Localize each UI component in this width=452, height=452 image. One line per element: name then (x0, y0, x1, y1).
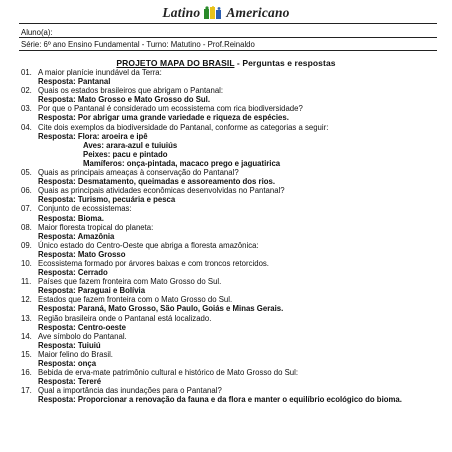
question-number: 11. (21, 277, 32, 287)
question-number: 15. (21, 349, 32, 359)
answer-text: Resposta: Turismo, pecuária e pesca (38, 195, 176, 205)
document-title (0, 58, 452, 68)
question-item (21, 104, 437, 113)
question-item (21, 314, 437, 323)
question-text: Quais os estados brasileiros que abrigam o Pantanal: (38, 86, 224, 96)
answer-text: Resposta: Bioma. (38, 213, 104, 223)
question-number: 02. (21, 86, 32, 96)
answer-text: Resposta: Paraguai e Bolívia (38, 286, 146, 296)
question-number: 04. (21, 122, 32, 132)
question-text: Região brasileira onde o Pantanal está localizado. (38, 313, 212, 323)
question-number: 07. (21, 204, 32, 214)
question-text: Quais as principais atividades econômicas desenvolvidas no Pantanal? (38, 186, 285, 196)
question-text: Ecossistema formado por árvores baixas e com troncos retorcidos. (38, 258, 269, 268)
question-number: 10. (21, 258, 32, 268)
logo-emblem-icon (204, 6, 222, 20)
question-number: 06. (21, 186, 32, 196)
question-text: Ave símbolo do Pantanal. (38, 331, 127, 341)
question-text: A maior planície inundável da Terra: (38, 68, 162, 77)
class-info: Série: 6º ano Ensino Fundamental - Turno: Matutino - Prof.Reinaldo (21, 40, 255, 49)
question-number: 05. (21, 168, 32, 178)
answer-text: Resposta: Por abrigar uma grande variedade e riqueza de espécies. (38, 113, 289, 123)
question-text: Quais as principais ameaças à conservação do Pantanal? (38, 168, 239, 178)
question-item (21, 241, 437, 250)
question-number: 03. (21, 104, 32, 114)
question-item (21, 277, 437, 286)
answer-text: Resposta: Flora: aroeira e ipê (38, 131, 148, 141)
question-number: 09. (21, 240, 32, 250)
question-number: 01. (21, 68, 32, 77)
question-text: Maior felino do Brasil. (38, 349, 113, 359)
question-number: 14. (21, 331, 32, 341)
logo-text-right: Americano (226, 5, 290, 20)
answer-subline: Mamíferos: onça-pintada, macaco prego e jaguatirica (83, 158, 281, 168)
answer-text: Resposta: Desmatamento, queimadas e assoreamento dos rios. (38, 177, 276, 187)
question-item (21, 223, 437, 232)
answer-subline: Peixes: pacu e pintado (83, 149, 168, 159)
answer-subline: Aves: arara-azul e tuiuiús (83, 140, 178, 150)
question-item (21, 259, 437, 268)
answer-text: Resposta: Amazônia (38, 231, 115, 241)
answer-text: Resposta: Tuiuiú (38, 340, 101, 350)
question-text: Estados que fazem fronteira com o Mato Grosso do Sul. (38, 295, 233, 305)
answer-text: Resposta: onça (38, 359, 97, 368)
school-logo (0, 4, 452, 24)
question-text: Conjunto de ecossistemas: (38, 204, 132, 214)
question-text: Bebida de erva-mate patrimônio cultural e histórico de Mato Grosso do Sul: (38, 368, 299, 378)
question-text: Países que fazem fronteira com Mato Grosso do Sul. (38, 277, 222, 287)
answer-text: Resposta: Proporcionar a renovação da fauna e da flora e manter o equilíbrio ecológico do bioma. (38, 395, 402, 405)
question-text: Por que o Pantanal é considerado um ecossistema com rica biodiversidade? (38, 104, 303, 114)
answer-text: Resposta: Cerrado (38, 268, 108, 278)
answer-text: Resposta: Mato Grosso (38, 249, 126, 259)
question-item (21, 350, 437, 359)
top-divider (19, 23, 437, 24)
question-text: Maior floresta tropical do planeta: (38, 222, 154, 232)
question-item (21, 86, 437, 95)
question-number: 12. (21, 295, 32, 305)
student-name-line (19, 37, 437, 38)
title-rest: - Perguntas e respostas (234, 58, 336, 68)
answer-text: Resposta: Pantanal (38, 77, 111, 87)
question-number: 08. (21, 222, 32, 232)
question-item (21, 123, 437, 132)
title-main: PROJETO MAPA DO BRASIL (116, 58, 235, 68)
question-item (21, 204, 437, 213)
qa-list (21, 68, 437, 404)
answer-text: Resposta: Tereré (38, 377, 102, 387)
question-item (21, 68, 437, 77)
answer-text: Resposta: Centro-oeste (38, 322, 126, 332)
answer-text: Resposta: Mato Grosso e Mato Grosso do Sul. (38, 95, 210, 105)
question-item (21, 295, 437, 304)
info-divider (19, 50, 437, 51)
question-text: Cite dois exemplos da biodiversidade do Pantanal, conforme as categorias a seguir: (38, 122, 329, 132)
logo-text-left: Latino (162, 5, 201, 20)
student-name-label: Aluno(a): (21, 28, 53, 37)
question-text: Único estado do Centro-Oeste que abriga a floresta amazônica: (38, 240, 259, 250)
question-item (21, 186, 437, 195)
question-item (21, 368, 437, 377)
answer-text: Resposta: Paraná, Mato Grosso, São Paulo, Goiás e Minas Gerais. (38, 304, 284, 314)
question-number: 16. (21, 368, 32, 378)
question-number: 17. (21, 386, 32, 396)
question-item (21, 168, 437, 177)
question-number: 13. (21, 313, 32, 323)
question-item (21, 386, 437, 395)
question-text: Qual a importância das inundações para o Pantanal? (38, 386, 222, 396)
question-item (21, 332, 437, 341)
